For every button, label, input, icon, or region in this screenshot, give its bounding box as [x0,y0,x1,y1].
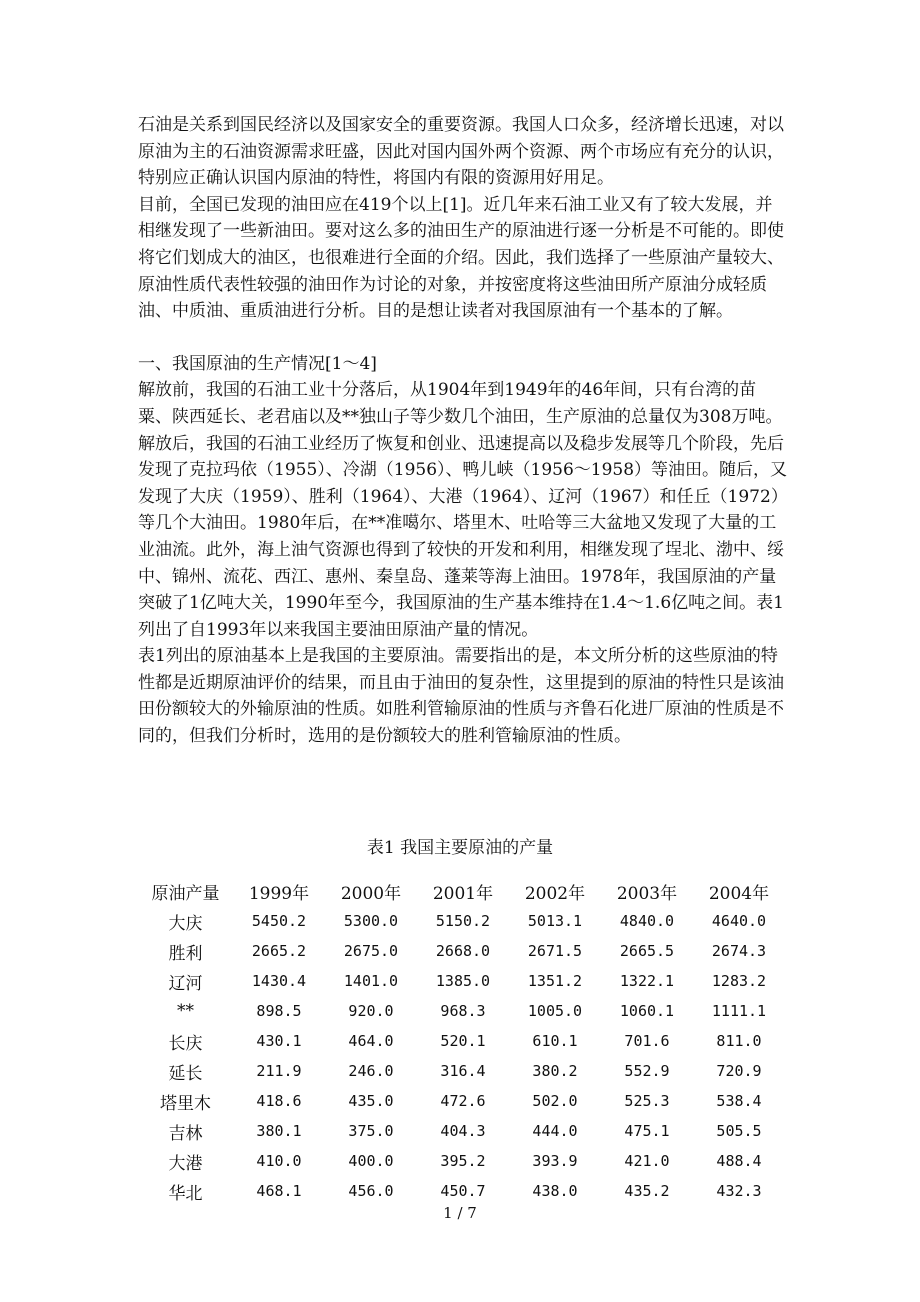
oilfield-name: 胜利 [168,943,203,964]
production-value: 4640.0 [711,912,767,930]
production-value: 421.0 [624,1152,670,1170]
production-value: 2675.0 [343,942,399,960]
production-value: 502.0 [532,1092,578,1110]
production-value: 538.4 [716,1092,762,1110]
table-header-year: 2000年 [340,883,402,904]
production-value: 1401.0 [343,972,399,990]
production-value: 552.9 [624,1062,670,1080]
production-value: 5300.0 [343,912,399,930]
table-header-year: 2002年 [524,883,586,904]
production-value: 395.2 [440,1152,486,1170]
production-value: 720.9 [716,1062,762,1080]
table-header-year: 2003年 [616,883,678,904]
production-value: 2668.0 [435,942,491,960]
production-value: 472.6 [440,1092,486,1110]
production-value: 380.2 [532,1062,578,1080]
table-row [138,936,785,966]
production-value: 2665.5 [619,942,675,960]
production-value: 525.3 [624,1092,670,1110]
production-value: 1430.4 [251,972,307,990]
table-row [138,996,785,1026]
table-body [138,906,785,1206]
table-header-year: 1999年 [248,883,310,904]
production-value: 246.0 [348,1062,394,1080]
production-value: 393.9 [532,1152,578,1170]
production-value: 5450.2 [251,912,307,930]
production-value: 968.3 [440,1002,486,1020]
production-value: 2674.3 [711,942,767,960]
production-value: 432.3 [716,1182,762,1200]
production-value: 435.0 [348,1092,394,1110]
oilfield-name: 大港 [168,1153,203,1174]
production-value: 1385.0 [435,972,491,990]
production-value: 1322.1 [619,972,675,990]
production-value: 316.4 [440,1062,486,1080]
production-value: 610.1 [532,1032,578,1050]
table-caption: 表1 我国主要原油的产量 [366,838,554,858]
production-value: 1283.2 [711,972,767,990]
page-number: 1 / 7 [443,1204,477,1222]
production-value: 438.0 [532,1182,578,1200]
production-value: 488.4 [716,1152,762,1170]
table-row [138,1026,785,1056]
table-row [138,966,785,996]
table-row [138,1146,785,1176]
production-value: 2665.2 [251,942,307,960]
production-value: 1005.0 [527,1002,583,1020]
table-row [138,1056,785,1086]
oilfield-name: 华北 [168,1183,203,1204]
section-heading: 一、我国原油的生产情况[1～4] [138,353,377,374]
production-value: 404.3 [440,1122,486,1140]
oilfield-name: 塔里木 [160,1093,211,1114]
paragraph-history: 解放前，我国的石油工业十分落后，从1904年到1949年的46年间，只有台湾的苗粟、陕西延长、老君庙以及**独山子等少数几个油田，生产原油的总量仅为308万吨。解放后，我国的石油工业经历了恢复和创业、迅速提高以及稳步发展等几个阶段，先后发现了克拉玛依（1955）、冷湖（1956）、鸭儿峡（1956～1958）等油田。随后，又发现了大庆（1959）、胜利（1964）、大港（1964）、辽河（1967）和任丘（1972）等几个大油田。1980年后，在**准噶尔、塔里木、吐哈等三大盆地又发现了大量的工业油流。此外，海上油气资源也得到了较快的开发和利用，相继发现了埕北、渤中、绥中、锦州、流花、西江、惠州、秦皇岛、蓬莱等海上油田。1978年，我国原油的产量突破了1亿吨大关，1990年至今，我国原油的生产基本维持在1.4～1.6亿吨之间。表1列出了自1993年以来我国主要油田原油产量的情况。 [138,380,788,640]
production-value: 375.0 [348,1122,394,1140]
production-value: 1111.1 [711,1002,767,1020]
oilfield-name: ** [177,1001,194,1021]
production-value: 1060.1 [619,1002,675,1020]
production-value: 418.6 [256,1092,302,1110]
oilfield-name: 辽河 [168,973,203,994]
production-value: 4840.0 [619,912,675,930]
production-value: 450.7 [440,1182,486,1200]
production-value: 410.0 [256,1152,302,1170]
production-value: 2671.5 [527,942,583,960]
production-value: 475.1 [624,1122,670,1140]
production-value: 456.0 [348,1182,394,1200]
production-value: 898.5 [256,1002,302,1020]
oilfield-name: 大庆 [168,913,203,934]
table-header-label: 原油产量 [151,883,220,904]
production-value: 520.1 [440,1032,486,1050]
production-value: 468.1 [256,1182,302,1200]
table-row [138,1086,785,1116]
production-value: 811.0 [716,1032,762,1050]
production-value: 701.6 [624,1032,670,1050]
oilfield-name: 延长 [168,1063,203,1084]
production-value: 505.5 [716,1122,762,1140]
table-row [138,1116,785,1146]
production-value: 435.2 [624,1182,670,1200]
paragraph-intro: 石油是关系到国民经济以及国家安全的重要资源。我国人口众多，经济增长迅速，对以原油为主的石油资源需求旺盛，因此对国内国外两个资源、两个市场应有充分的认识，特别应正确认识国内原油的特性，将国内有限的资源用好用足。 [138,115,784,189]
production-value: 211.9 [256,1062,302,1080]
table-row [138,906,785,936]
paragraph-oilfields: 目前，全国已发现的油田应在419个以上[1]。近几年来石油工业又有了较大发展，并相继发现了一些新油田。要对这么多的油田生产的原油进行逐一分析是不可能的。即使将它们划成大的油区，也很难进行全面的介绍。因此，我们选择了一些原油产量较大、原油性质代表性较强的油田作为讨论的对象，并按密度将这些油田所产原油分成轻质油、中质油、重质油进行分析。目的是想让读者对我国原油有一个基本的了解。 [138,194,784,322]
table-row [138,1176,785,1206]
document-body [138,112,788,750]
production-value: 444.0 [532,1122,578,1140]
production-value: 430.1 [256,1032,302,1050]
production-value: 380.1 [256,1122,302,1140]
production-table [138,876,785,1206]
production-value: 1351.2 [527,972,583,990]
production-value: 464.0 [348,1032,394,1050]
table-header-year: 2004年 [708,883,770,904]
oilfield-name: 吉林 [168,1123,203,1144]
oilfield-name: 长庆 [168,1033,203,1054]
table-header-year: 2001年 [432,883,494,904]
paragraph-table-note: 表1列出的原油基本上是我国的主要原油。需要指出的是，本文所分析的这些原油的特性都是近期原油评价的结果，而且由于油田的复杂性，这里提到的原油的特性只是该油田份额较大的外输原油的性质。如胜利管输原油的性质与齐鲁石化进厂原油的性质是不同的，但我们分析时，选用的是份额较大的胜利管输原油的性质。 [138,646,784,747]
production-value: 5013.1 [527,912,583,930]
paragraph-gap [138,325,788,351]
production-value: 400.0 [348,1152,394,1170]
production-value: 920.0 [348,1002,394,1020]
table-header-row [138,876,785,906]
production-value: 5150.2 [435,912,491,930]
